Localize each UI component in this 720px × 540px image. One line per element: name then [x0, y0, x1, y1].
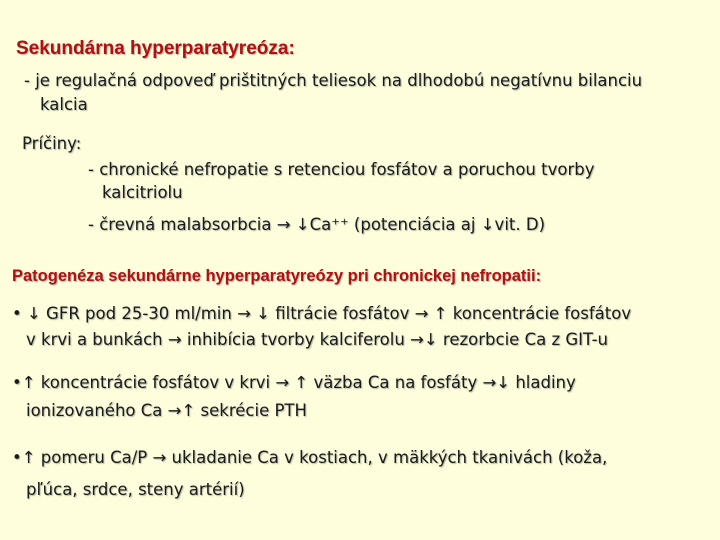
bullet-2-line-1: •↑ koncentrácie fosfátov v krvi → ↑ väzba Ca na fosfáty →↓ hladiny [12, 373, 576, 392]
bullet-3-line-2: pľúca, srdce, steny artérií) [26, 480, 245, 499]
bullet-3-line-1: •↑ pomeru Ca/P → ukladanie Ca v kostiach, v mäkkých tkanivách (koža, [12, 448, 608, 467]
causes-label: Príčiny: [22, 134, 82, 153]
cause-2: - črevná malabsorbcia → ↓Ca⁺⁺ (potenciácia aj ↓vit. D) [88, 215, 546, 234]
section-title-secondary-hyperparathyroidism: Sekundárna hyperparatyreóza: [16, 38, 295, 59]
section-title-pathogenesis: Patogenéza sekundárne hyperparatyreózy pri chronickej nefropatii: [12, 267, 542, 285]
bullet-1-line-1: • ↓ GFR pod 25-30 ml/min → ↓ filtrácie fosfátov → ↑ koncentrácie fosfátov [12, 304, 632, 323]
cause-1-line-1: - chronické nefropatie s retenciou fosfátov a poruchou tvorby [88, 160, 595, 179]
bullet-1-line-2: v krvi a bunkách → inhibícia tvorby kalciferolu →↓ rezorbcie Ca z GIT-u [26, 330, 608, 349]
bullet-2-line-2: ionizovaného Ca →↑ sekrécie PTH [26, 401, 307, 420]
cause-1-line-2: kalcitriolu [102, 183, 183, 202]
definition-line-1: - je regulačná odpoveď prištitných teliesok na dlhodobú negatívnu bilanciu [24, 71, 643, 90]
definition-line-2: kalcia [40, 95, 88, 114]
